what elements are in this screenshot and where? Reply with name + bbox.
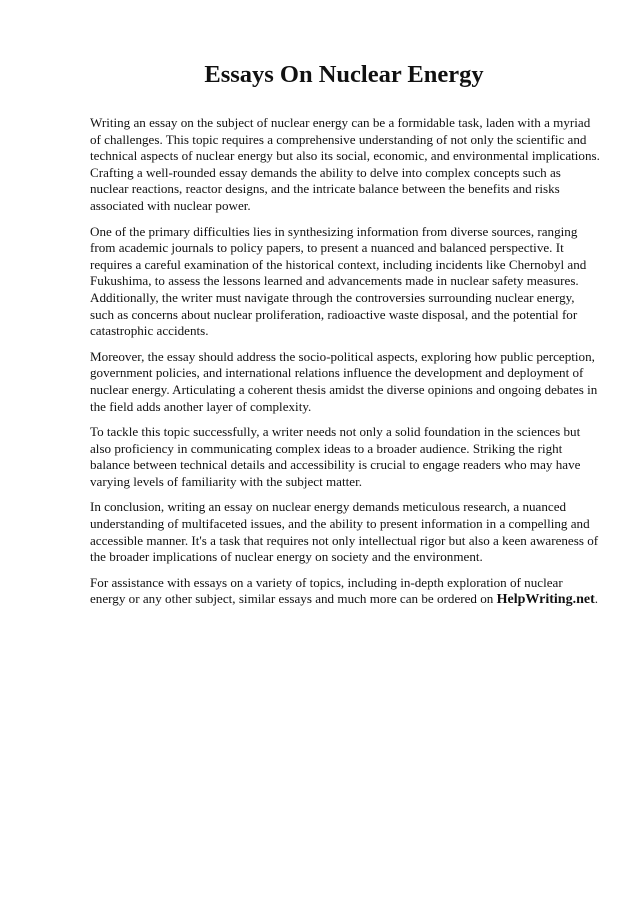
closing-period: . — [594, 591, 599, 607]
paragraph-socio-political: Moreover, the essay should address the socio-political aspects, exploring how public perception, government policies, and international relations influence the development and deployment of nuclear energy. Articulating a coherent thesis amidst the diverse opinions and ongoing debates in the field adds another layer of complexity. — [90, 348, 598, 414]
paragraph-difficulties: One of the primary difficulties lies in synthesizing information from diverse sources, ranging from academic journals to policy papers, to present a nuanced and balanced perspective. It requires a careful examination of the historical context, including incidents like Chernobyl and Fukushima, to assess the lessons learned and advancements made in nuclear safety measures. Additionally, the writer must navigate through the controversies surrounding nuclear energy, such as concerns about nuclear proliferation, radioactive waste disposal, and the potential for catastrophic accidents. — [90, 223, 587, 339]
paragraph-conclusion: In conclusion, writing an essay on nuclear energy demands meticulous research, a nuanced understanding of multifaceted issues, and the ability to present information in a compelling and accessible manner. It's a task that requires not only intellectual rigor but also a keen awareness of the broader implications of nuclear energy on society and the environment. — [90, 499, 599, 565]
page-title: Essays On Nuclear Energy — [204, 61, 484, 88]
paragraph-approach: To tackle this topic successfully, a writer needs not only a solid foundation in the sciences but also proficiency in communicating complex ideas to a broader audience. Striking the right balance between technical details and accessibility is crucial to engage readers who may have varying levels of familiarity with the subject matter. — [90, 424, 581, 489]
brand-name: HelpWriting.net — [496, 592, 595, 608]
paragraph-closing — [90, 575, 600, 609]
paragraph-intro: Writing an essay on the subject of nuclear energy can be a formidable task, laden with a myriad of challenges. This topic requires a comprehensive understanding of not only the scientific and technical aspects of nuclear energy but also its social, economic, and environmental implications. Crafting a well-rounded essay demands the ability to delve into complex concepts such as nuclear reactions, reactor designs, and the intricate balance between the benefits and risks associated with nuclear power. — [90, 115, 600, 213]
closing-text: For assistance with essays on a variety of topics, including in-depth exploration of nuclear energy or any other subject, similar essays and much more can be ordered on — [90, 574, 563, 607]
